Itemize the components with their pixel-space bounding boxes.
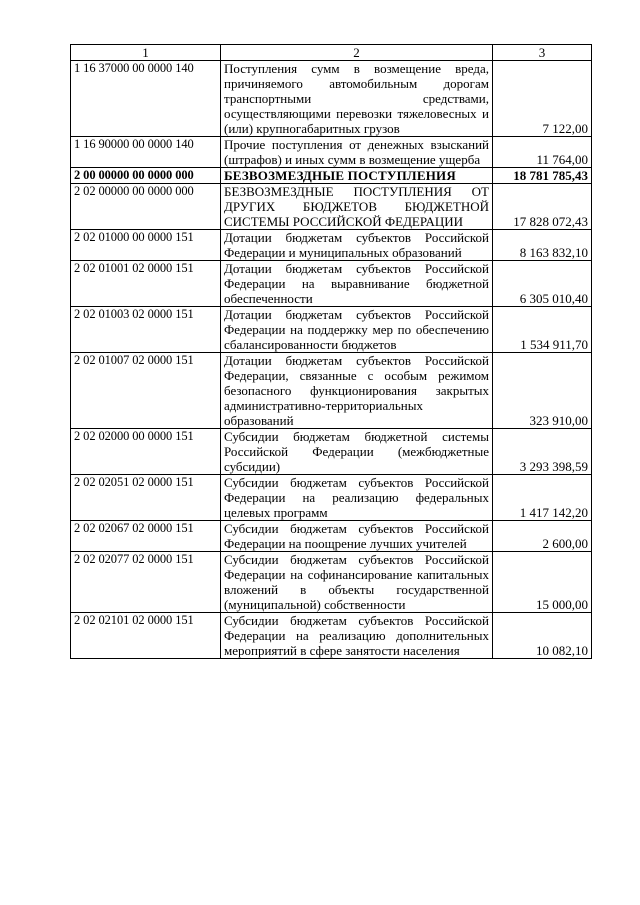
budget-revenue-table (70, 44, 592, 659)
budget-code: 2 02 02101 02 0000 151 (71, 613, 221, 659)
header-col-2: 2 (221, 45, 493, 61)
table-row (71, 353, 592, 429)
revenue-amount: 15 000,00 (493, 552, 592, 613)
budget-code: 2 02 01003 02 0000 151 (71, 307, 221, 353)
revenue-amount: 6 305 010,40 (493, 261, 592, 307)
table-row (71, 552, 592, 613)
budget-code: 1 16 37000 00 0000 140 (71, 61, 221, 137)
table-row (71, 307, 592, 353)
budget-code: 2 00 00000 00 0000 000 (71, 168, 221, 184)
revenue-amount: 323 910,00 (493, 353, 592, 429)
revenue-name: Прочие поступления от денежных взысканий (штрафов) и иных сумм в возмещение ущерба (221, 137, 493, 168)
revenue-amount: 17 828 072,43 (493, 184, 592, 230)
revenue-amount: 18 781 785,43 (493, 168, 592, 184)
revenue-name: Дотации бюджетам субъектов Российской Федерации и муниципальных образований (221, 230, 493, 261)
table-row (71, 429, 592, 475)
revenue-amount: 3 293 398,59 (493, 429, 592, 475)
table-row (71, 261, 592, 307)
budget-code: 1 16 90000 00 0000 140 (71, 137, 221, 168)
revenue-amount: 1 417 142,20 (493, 475, 592, 521)
header-col-1: 1 (71, 45, 221, 61)
budget-code: 2 02 01007 02 0000 151 (71, 353, 221, 429)
revenue-name: Поступления сумм в возмещение вреда, причиняемого автомобильным дорогам транспортными средствами, осуществляющими перевозки тяжеловесных и (или) крупногабаритных грузов (221, 61, 493, 137)
revenue-name: Субсидии бюджетам субъектов Российской Федерации на реализацию федеральных целевых программ (221, 475, 493, 521)
header-col-3: 3 (493, 45, 592, 61)
revenue-amount: 10 082,10 (493, 613, 592, 659)
table-row (71, 184, 592, 230)
table-row (71, 137, 592, 168)
table-row (71, 61, 592, 137)
table-row (71, 168, 592, 184)
budget-code: 2 02 02067 02 0000 151 (71, 521, 221, 552)
revenue-name: Субсидии бюджетам субъектов Российской Федерации на поощрение лучших учителей (221, 521, 493, 552)
table-row (71, 613, 592, 659)
revenue-name: Дотации бюджетам субъектов Российской Федерации на выравнивание бюджетной обеспеченности (221, 261, 493, 307)
table-header-row (71, 45, 592, 61)
revenue-amount: 8 163 832,10 (493, 230, 592, 261)
budget-code: 2 02 02000 00 0000 151 (71, 429, 221, 475)
table-row (71, 475, 592, 521)
revenue-amount: 11 764,00 (493, 137, 592, 168)
revenue-name: БЕЗВОЗМЕЗДНЫЕ ПОСТУПЛЕНИЯ (221, 168, 493, 184)
table-row (71, 230, 592, 261)
table-row (71, 521, 592, 552)
budget-code: 2 02 00000 00 0000 000 (71, 184, 221, 230)
revenue-name: Дотации бюджетам субъектов Российской Федерации на поддержку мер по обеспечению сбалансированности бюджетов (221, 307, 493, 353)
budget-code: 2 02 01000 00 0000 151 (71, 230, 221, 261)
table-body (71, 45, 592, 659)
budget-code: 2 02 02051 02 0000 151 (71, 475, 221, 521)
revenue-name: Дотации бюджетам субъектов Российской Федерации, связанные с особым режимом безопасного функционирования закрытых административно-территориальных образований (221, 353, 493, 429)
revenue-name: БЕЗВОЗМЕЗДНЫЕ ПОСТУПЛЕНИЯ ОТ ДРУГИХ БЮДЖЕТОВ БЮДЖЕТНОЙ СИСТЕМЫ РОССИЙСКОЙ ФЕДЕРАЦИИ (221, 184, 493, 230)
revenue-amount: 7 122,00 (493, 61, 592, 137)
revenue-name: Субсидии бюджетам субъектов Российской Федерации на реализацию дополнительных мероприятий в сфере занятости населения (221, 613, 493, 659)
revenue-name: Субсидии бюджетам бюджетной системы Российской Федерации (межбюджетные субсидии) (221, 429, 493, 475)
revenue-amount: 2 600,00 (493, 521, 592, 552)
revenue-amount: 1 534 911,70 (493, 307, 592, 353)
revenue-name: Субсидии бюджетам субъектов Российской Федерации на софинансирование капитальных вложений в объекты государственной (муниципальной) собственности (221, 552, 493, 613)
budget-code: 2 02 02077 02 0000 151 (71, 552, 221, 613)
budget-code: 2 02 01001 02 0000 151 (71, 261, 221, 307)
